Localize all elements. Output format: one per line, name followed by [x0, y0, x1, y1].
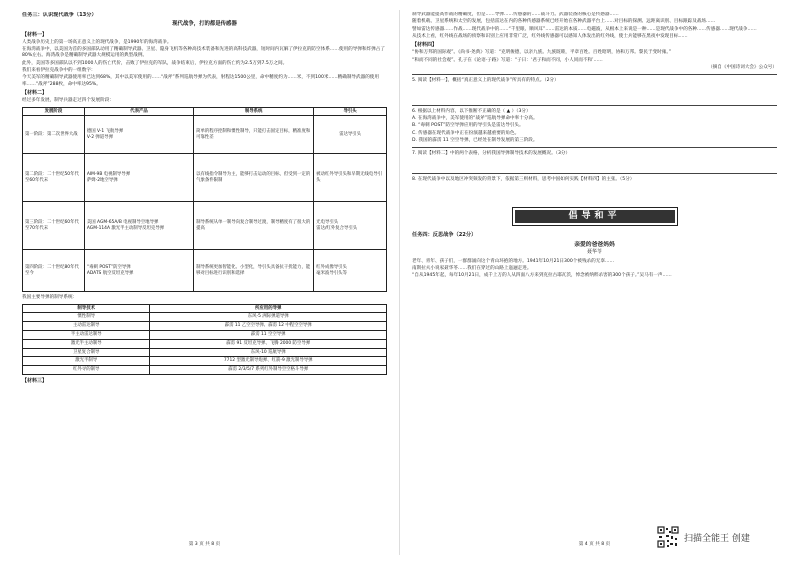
table-cell: 简单的程序控制和惯性制导，只能打击固定目标，精准度和可靠性差: [194, 116, 314, 154]
paragraph: 老年、青年、孩子们，一群群涌向这个青山环抱的地方。1941年10月21日300个被残杀的无辜……: [412, 258, 615, 264]
table-cell: “毒刺 POST”防空导弹 ADATS 航空反坦克导弹: [84, 250, 193, 292]
table-cell: 卫星复合制导: [23, 348, 150, 357]
table-cell: 第二阶段：二十世纪50年代至60年代末: [23, 154, 85, 202]
page-divider: [399, 10, 400, 555]
option-b: B. “毒刺 POST”防空导弹应用的导引头是雷达导引头。: [412, 123, 524, 129]
table-header: 制导系统: [194, 107, 314, 116]
table-row: [23, 322, 387, 331]
page-number: 第 3 页 共 8 页: [188, 541, 221, 547]
table-cell: 以有线指令制导为主，能够打击运动的目标，但受到一定的气象条件限制: [194, 154, 314, 202]
page-number: 第 4 页 共 8 页: [578, 541, 611, 547]
table-cell: 美国 AGM-65A/B 电视制导空地导弹 AGM-114A 激光半主动制导反坦克导弹: [84, 202, 193, 250]
material2-label: 【材料二】: [22, 89, 48, 96]
paragraph: 南斯拉夫小说家聂华苓……我们在穿过的山路上迤逦走进。: [412, 265, 532, 271]
table-cell: 霹雳 11 空空导弹: [150, 331, 387, 340]
table-cell: 霹雳 2/3/5/7 系列红外制导空空格斗导弹: [150, 366, 387, 375]
table-cell: 德国 V-1 飞航导弹 V-2 弹道导弹: [84, 116, 193, 154]
paragraph: 我们来看伊拉克战争中的一组数字：: [22, 68, 96, 74]
table-row: [23, 250, 387, 292]
table-header: 制导技术: [23, 304, 150, 313]
task3-heading: 任务三：认识现代战争（13分）: [22, 12, 97, 18]
table-row: [23, 366, 387, 375]
table-cell: 激光半制导: [23, 357, 150, 366]
answer-space[interactable]: [412, 158, 777, 170]
table-row: [23, 348, 387, 357]
divider-line: [412, 74, 777, 75]
table-cell: 半主动雷达制导: [23, 331, 150, 340]
qr-code-icon: [657, 526, 679, 548]
table-row: [23, 331, 387, 340]
table-cell: 激光半主动制导: [23, 339, 150, 348]
table-cell: 制导系统从单一制导向复合制导过渡，制导精度有了很大的提高: [194, 202, 314, 250]
table-row: [23, 313, 387, 322]
article-subtitle: 现代战争，打的都是传感器: [172, 21, 237, 28]
watermark-text: 扫描全能王 创建: [684, 534, 750, 544]
answer-space[interactable]: [412, 86, 777, 102]
table-cell: 第三阶段：二十世纪60年代至70年代末: [23, 202, 85, 250]
paragraph: 此外，美国等多国部队以不到1000人的伤亡代价，击败了伊拉克的军队，战争结束后，伊拉克方面的伤亡约为2.5万到7.5万之间。: [22, 60, 288, 66]
paragraph: 我国主要导弹的制导系统：: [22, 295, 78, 301]
table-header: 导引头: [314, 107, 387, 116]
section-banner: [512, 207, 678, 226]
table-cell: 东风-10 巡航导弹: [150, 348, 387, 357]
table-cell: 霹雳 91 反坦克导弹、飞腾 2000 防空导弹: [150, 339, 387, 348]
table-cell: 红外寻的制导: [23, 366, 150, 375]
essay-title: 亲爱的爸爸妈妈: [574, 242, 615, 249]
table-cell: 被动红外导引头和早期无线电导引头: [314, 154, 387, 202]
table-cell: 光电导引头 雷达/红外复合导引头: [314, 202, 387, 250]
option-d: D. 我国的霹雳 11 空空导弹，已经处在制导发展的第三阶段。: [412, 137, 538, 143]
table-row: [23, 116, 387, 154]
paragraph: 在海湾战争中，以美国为首的多国部队动用了精确制导武器、卫星、隐身飞机等各种高技术装备和先进的高科技武器，短时间内瓦解了伊拉克的防空体系……使用的导弹和炸弹占了80%左右。海湾战争是精确制导武器大规模运用的典型战例。: [22, 47, 385, 59]
divider-line: [412, 147, 777, 148]
paragraph: 人类战争历史上的第一场高正意义上的现代战争，是1990年的海湾战争。: [22, 39, 172, 45]
table-row: [23, 339, 387, 348]
option-a: A. 在海湾战争中，美军使用的“战斧”巡航导弹命中率十分高。: [412, 115, 538, 121]
question-5: 5. 阅读【材料一】，概括“真正意义上的现代战争”所具有的特点。（2分）: [412, 78, 559, 84]
table-cell: AIM-9B 电视制导导弹 萨姆-2地空导弹: [84, 154, 193, 202]
question-6: 6. 根据以上材料内容，以下推断不正确的是（ ▲ ）（3分）: [412, 108, 531, 114]
table-cell: 红外成像导引头 毫米波导引头等: [314, 250, 387, 292]
answer-space[interactable]: [412, 185, 777, 199]
paragraph: “和而不同的社会观”。孔子在《论语·子路》写道：“子曰：‘君子和而不同，小人同而不和’……: [412, 57, 603, 63]
task4-heading: 任务四：反思战争（22分）: [412, 231, 477, 238]
table-row: [23, 154, 387, 202]
table-header: 所应用的导弹: [150, 304, 387, 313]
paragraph: 今天美军的精确制导武器使用率已达到68%，其中以美军使用的……“战斧”系列巡航导弹为代表，射程达1500公里，命中精度约为……米，不到100米……精确制导武器的使用率……“战斧”288枚，命中率达95%。: [22, 75, 379, 87]
china-missiles-table: [22, 304, 387, 375]
material3-label: 【材料三】: [22, 378, 48, 385]
paragraph: 经过多年发展，制导兵器走过四个发展阶段：: [22, 98, 114, 104]
right-page: [412, 12, 777, 552]
paragraph: 从技术上看，红外线在战场的侦察和识别上应用非常广泛，红外线传感器可以感知人体发出的红外线，使士兵能够在黑夜中发现目标……: [412, 33, 688, 39]
left-page: [22, 12, 387, 552]
material1-label: 【材料一】: [22, 31, 48, 38]
material4-label: 【材料四】: [412, 42, 438, 49]
table-cell: 第四阶段：二十世纪80年代至今: [23, 250, 85, 292]
banner-title: 倡导和平: [515, 210, 675, 223]
table-cell: 东风-5 洲际弹道导弹: [150, 313, 387, 322]
table-row: [23, 202, 387, 250]
paragraph: 制导武器能提高作战的精确度，但是……导弹……传感器的……战斗力。武器装备的核心是传感器……: [412, 12, 619, 17]
paragraph: “自从1945年起，每年10月21日，成千上万的人从四面八方来到克拉古耶瓦茨，悼念被纳粹杀害的300个孩子。”吴马有一声……: [412, 273, 672, 279]
paragraph: 随着机载、卫星系统和太空的发展，包括雷达在内的各种传感器系统已经开始在各种武器平台上……对目标的探测、远距离识别、目标跟踪及战场……: [412, 19, 716, 25]
table-cell: 惯性制导: [23, 313, 150, 322]
source-note: （摘自《中国诗词大会》公众号）: [708, 65, 777, 71]
divider-line: [412, 105, 777, 106]
essay-author: 聂华苓: [586, 249, 602, 256]
question-7: 7. 阅读【材料二】中的两个表格，分析我国导弹制导技术的发展概况。（3分）: [412, 151, 571, 157]
table-cell: 第一阶段：第二次世界大战: [23, 116, 85, 154]
question-8: 8. 在现代战争中以及地区冲突频发的背景下，依据第三则材料，思考中国如何实践【材料四】的主张。（5分）: [412, 177, 635, 183]
paragraph: “协和万邦的国际观”。《尚书·尧典》写道：“克明俊德，以亲九族。九族既睦，平章百姓。百姓昭明，协和万邦。黎民于变时雍。”: [412, 50, 672, 56]
table-cell: 雷达导引头: [314, 116, 387, 154]
guidance-stages-table: [22, 107, 387, 293]
table-header: 代表产品: [84, 107, 193, 116]
table-header: 发展阶段: [23, 107, 85, 116]
option-c: C. 传感器在现代战争中正在扮演越来越重要的角色。: [412, 130, 520, 136]
paragraph: 譬如雷达传感器……作战……现代战争中的……“千里眼、顺风耳”……雷达的本质……电磁波，从根本上来说是一种……是现代战争中的各种……传感器……现代战争……: [412, 26, 757, 32]
table-row: [23, 357, 387, 366]
table-cell: 主动雷达制导: [23, 322, 150, 331]
divider-line: [412, 173, 777, 174]
table-cell: 制导系统更加智能化、小型化，导引头具备抗干扰能力，能够对目标进行识别和选择: [194, 250, 314, 292]
table-cell: 7712 型激光制导炮弹、红箭-9 激光制导导弹: [150, 357, 387, 366]
table-cell: 霹雳 11 乙空空导弹、霹雳 12 中程空空导弹: [150, 322, 387, 331]
